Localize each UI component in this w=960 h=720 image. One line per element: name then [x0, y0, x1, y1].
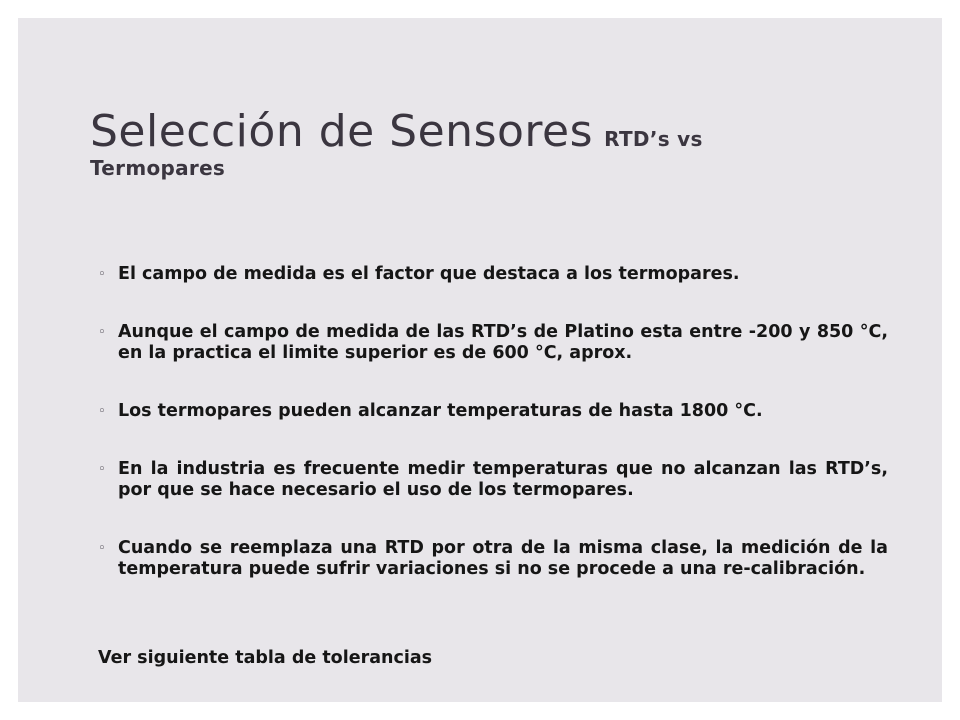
bullet-marker-icon: ◦	[98, 325, 106, 340]
title-subtitle-continued: Termopares	[90, 156, 226, 180]
bullet-marker-icon: ◦	[98, 267, 106, 282]
bullet-text: Aunque el campo de medida de las RTD’s de Platino esta entre -200 y 850 °C, en la practica el limite superior es de 600 °C, aprox.	[118, 322, 888, 363]
title-subtitle: RTD’s vs	[604, 127, 703, 151]
bullet-item	[98, 264, 888, 285]
bullet-text: Cuando se reemplaza una RTD por otra de la misma clase, la medición de la temperatura puede sufrir variaciones si no se procede a una re-calibración.	[118, 538, 888, 579]
bullet-text: El campo de medida es el factor que destaca a los termopares.	[118, 264, 740, 284]
footer-note: Ver siguiente tabla de tolerancias	[98, 648, 433, 668]
title-main: Selección de Sensores	[90, 106, 594, 157]
bullet-item	[98, 459, 888, 501]
bullet-marker-icon: ◦	[98, 462, 106, 477]
bullet-item	[98, 322, 888, 364]
bullet-text: En la industria es frecuente medir temperaturas que no alcanzan las RTD’s, por que se hace necesario el uso de los termopares.	[118, 459, 888, 500]
slide	[18, 18, 942, 702]
bullet-list	[98, 254, 888, 580]
slide-title	[90, 106, 890, 180]
bullet-marker-icon: ◦	[98, 404, 106, 419]
bullet-item	[98, 538, 888, 580]
bullet-marker-icon: ◦	[98, 541, 106, 556]
bullet-item	[98, 401, 888, 422]
bullet-text: Los termopares pueden alcanzar temperaturas de hasta 1800 °C.	[118, 401, 763, 421]
